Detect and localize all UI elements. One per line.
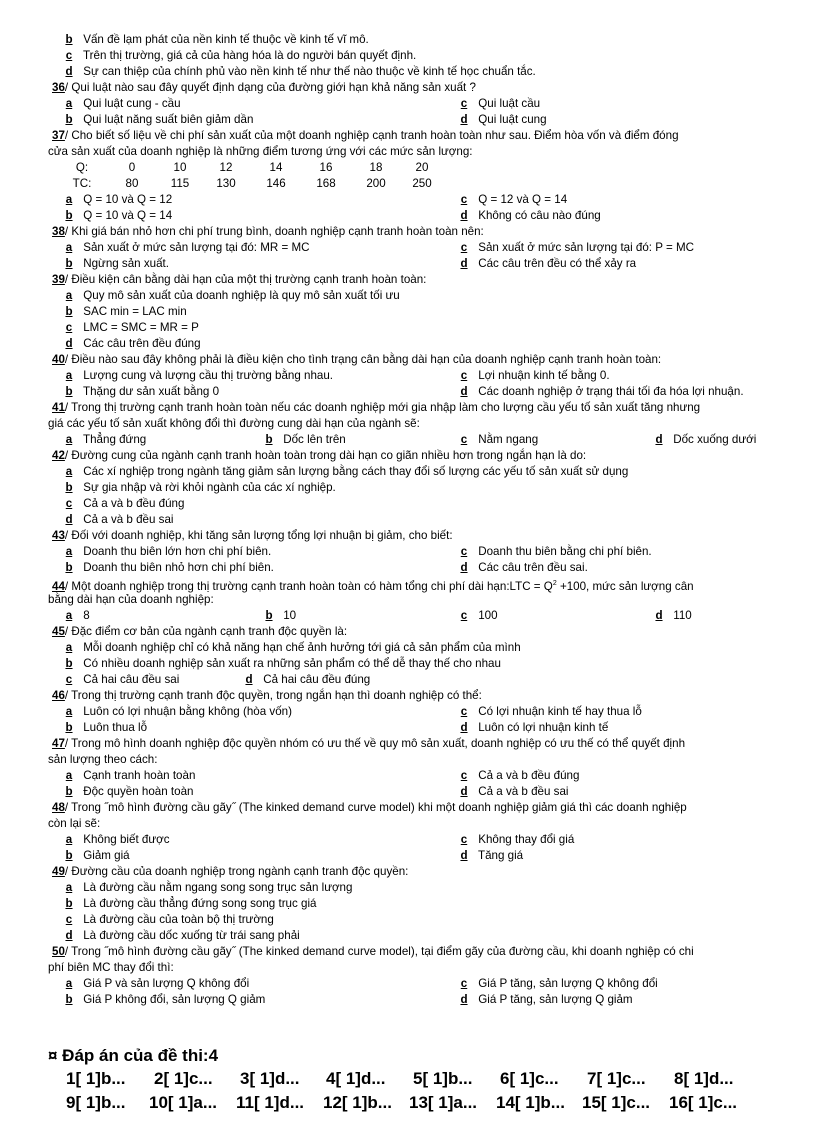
table-cell: 20: [415, 161, 429, 174]
table-cell: 130: [216, 177, 236, 190]
option-b: Là đường cầu thẳng đứng song song trục giá: [83, 897, 317, 910]
question-text: / Một doanh nghiệp trong thị trường cạnh tranh hoàn toàn có hàm tổng chi phí dài hạn:LTC = Q: [64, 579, 553, 593]
option-letter: c: [65, 913, 73, 926]
option-letter: d: [460, 257, 468, 270]
option-row: [48, 512, 788, 528]
option-d: Các câu trên đều đúng: [83, 337, 201, 350]
option-row: [48, 608, 788, 624]
option-letter: c: [460, 193, 468, 206]
question-number: 42: [52, 449, 65, 462]
table-label: TC:: [72, 177, 92, 190]
option-letter: b: [65, 257, 73, 270]
option-letter: b: [65, 33, 73, 46]
option-letter: a: [65, 769, 73, 782]
option-a: Mỗi doanh nghiệp chỉ có khả năng hạn chế ảnh hưởng tới giá cả sản phẩm của mình: [83, 641, 521, 654]
option-text: Trên thị trường, giá cả của hàng hóa là do người bán quyết định.: [83, 49, 417, 62]
option-row: [48, 640, 788, 656]
question-number: 43: [52, 529, 65, 542]
option-letter: d: [460, 849, 468, 862]
option-row: [48, 112, 788, 128]
question-number: 45: [52, 625, 65, 638]
option-a: Luôn có lợi nhuận bằng không (hòa vốn): [83, 705, 292, 718]
option-row: [48, 496, 788, 512]
option-letter: c: [460, 545, 468, 558]
option-letter: a: [65, 609, 73, 622]
question-text: / Cho biết số liệu về chi phí sản xuất của một doanh nghiệp cạnh tranh hoàn toàn như sau. Điểm hòa vốn và điểm đóng: [64, 129, 679, 142]
option-letter: d: [460, 721, 468, 734]
question-text: / Điều nào sau đây không phải là điều kiện cho tình trạng cân bằng dài hạn của doanh nghiệp cạnh tranh hoàn toàn:: [64, 353, 662, 366]
option-row: [48, 912, 788, 928]
option-text: Vấn đề lạm phát của nền kinh tế thuộc về kinh tế vĩ mô.: [83, 33, 369, 46]
option-b: Dốc lên trên: [283, 433, 346, 446]
option-a: Là đường cầu nằm ngang song song trục sản lượng: [83, 881, 353, 894]
option-a: Lượng cung và lượng cầu thị trường bằng nhau.: [83, 369, 334, 382]
answer-row-1: [48, 1067, 788, 1091]
option-letter: b: [65, 993, 73, 1006]
option-letter: a: [65, 705, 73, 718]
option-letter: b: [65, 385, 73, 398]
option-d: 110: [673, 609, 692, 622]
option-letter: c: [460, 369, 468, 382]
option-d: Không có câu nào đúng: [478, 209, 601, 222]
answer-row-2: [48, 1091, 788, 1115]
option-c: Qui luật cầu: [478, 97, 541, 110]
option-d: Luôn có lợi nhuận kinh tế: [478, 721, 609, 734]
question-number: 46: [52, 689, 65, 702]
option-c: Có lợi nhuận kinh tế hay thua lỗ: [478, 705, 642, 718]
answer-item: 8[ 1]d...: [674, 1069, 734, 1088]
question-43: [48, 528, 788, 544]
option-letter: b: [265, 433, 273, 446]
option-row: [48, 320, 788, 336]
option-row: [48, 720, 788, 736]
option-row: [48, 560, 788, 576]
option-letter: d: [65, 929, 73, 942]
question-40: [48, 352, 788, 368]
option-letter: c: [460, 977, 468, 990]
question-number: 47: [52, 737, 65, 750]
option-row: [48, 896, 788, 912]
question-36: [48, 80, 788, 96]
question-text: / Trong thị trường cạnh tranh hoàn toàn nếu các doanh nghiệp mới gia nhập làm cho lượng cầu yếu tố sản xuất tăng nhưng: [64, 401, 701, 414]
option-b: Doanh thu biên nhỏ hơn chi phí biên.: [83, 561, 274, 574]
option-letter: c: [460, 609, 468, 622]
superscript: 2: [552, 580, 557, 587]
option-letter: b: [65, 209, 73, 222]
option-b: Có nhiều doanh nghiệp sản xuất ra những sản phẩm có thể dễ thay thế cho nhau: [83, 657, 501, 670]
option-letter: b: [65, 113, 73, 126]
option-letter: c: [65, 49, 73, 62]
option-d: Các câu trên đều sai.: [478, 561, 588, 574]
option-letter: d: [460, 785, 468, 798]
answer-item: 3[ 1]d...: [240, 1069, 300, 1088]
table-cell: 18: [369, 161, 383, 174]
option-row: [48, 192, 788, 208]
option-letter: b: [265, 609, 273, 622]
option-c: Không thay đổi giá: [478, 833, 575, 846]
table-cell: 14: [269, 161, 283, 174]
option-letter: a: [65, 833, 73, 846]
question-text-continued: bằng dài hạn của doanh nghiệp:: [48, 593, 214, 606]
table-cell: 250: [412, 177, 432, 190]
table-cell: 168: [316, 177, 336, 190]
option-b: Qui luật năng suất biên giảm dần: [83, 113, 254, 126]
question-number: 49: [52, 865, 65, 878]
option-row: [48, 480, 788, 496]
option-a: Q = 10 và Q = 12: [83, 193, 173, 206]
answer-item: 13[ 1]a...: [409, 1093, 478, 1112]
question-50: [48, 944, 788, 960]
option-d: Cả a và b đều sai: [478, 785, 569, 798]
answer-item: 14[ 1]b...: [496, 1093, 565, 1112]
answer-key-title: ¤ Đáp án của đề thi:4: [48, 1046, 219, 1065]
question-text-continued: sản lượng theo cách:: [48, 753, 158, 766]
option-letter: a: [65, 881, 73, 894]
option-a: Thẳng đứng: [83, 433, 147, 446]
answer-item: 5[ 1]b...: [413, 1069, 473, 1088]
table-label: Q:: [75, 161, 89, 174]
option-b: Sự gia nhập và rời khỏi ngành của các xí nghiệp.: [83, 481, 336, 494]
option-row: [48, 336, 788, 352]
question-text: / Đặc điểm cơ bản của ngành cạnh tranh độc quyền là:: [64, 625, 348, 638]
table-cell: 80: [125, 177, 139, 190]
option-c: Giá P tăng, sản lượng Q không đổi: [478, 977, 658, 990]
option-letter: a: [65, 977, 73, 990]
option-row: [48, 880, 788, 896]
question-number: 40: [52, 353, 65, 366]
cost-table-tc-row: [48, 176, 788, 192]
question-text: / Đối với doanh nghiệp, khi tăng sản lượng tổng lợi nhuận bị giảm, cho biết:: [64, 529, 453, 542]
table-cell: 200: [366, 177, 386, 190]
option-letter: d: [460, 385, 468, 398]
table-cell: 0: [128, 161, 136, 174]
option-c: Sản xuất ở mức sản lượng tại đó: P = MC: [478, 241, 695, 254]
option-row: [48, 544, 788, 560]
answer-item: 10[ 1]a...: [149, 1093, 218, 1112]
option-letter: a: [65, 641, 73, 654]
answer-item: 6[ 1]c...: [500, 1069, 559, 1088]
option-row: [48, 672, 788, 688]
option-row: [48, 208, 788, 224]
answer-item: 2[ 1]c...: [154, 1069, 213, 1088]
question-text: / Trong ˝mô hình đường cầu gãy˝ (The kinked demand curve model) khi một doanh nghiệp giảm giá thì các doanh nghiệp: [64, 801, 687, 814]
option-row: [48, 256, 788, 272]
question-text: / Đường cung của ngành cạnh tranh hoàn toàn trong dài hạn co giãn nhiều hơn trong ngắn hạn là do:: [64, 449, 587, 462]
option-letter: b: [65, 785, 73, 798]
option-d: Cả a và b đều sai: [83, 513, 174, 526]
option-b: Giảm giá: [83, 849, 130, 862]
option-letter: b: [65, 561, 73, 574]
option-row: [48, 288, 788, 304]
option-c: Doanh thu biên bằng chi phí biên.: [478, 545, 652, 558]
option-text: Sự can thiệp của chính phủ vào nền kinh tế như thế nào thuộc về kinh tế học chuẩn tắc.: [83, 65, 536, 78]
option-letter: d: [460, 113, 468, 126]
option-row: [48, 832, 788, 848]
question-47: [48, 736, 788, 752]
question-44: [48, 576, 788, 592]
option-letter: b: [65, 305, 73, 318]
option-c: Cả a và b đều đúng: [478, 769, 580, 782]
option-a: 8: [83, 609, 90, 622]
answer-key: [48, 1045, 788, 1115]
option-letter: c: [460, 241, 468, 254]
option-c: 100: [478, 609, 498, 622]
option-row: [48, 928, 788, 944]
option-letter: c: [460, 97, 468, 110]
option-letter: b: [65, 721, 73, 734]
option-letter: a: [65, 465, 73, 478]
option-row: [48, 304, 788, 320]
option-b: Thặng dư sản xuất bằng 0: [83, 385, 220, 398]
question-text: / Trong ˝mô hình đường cầu gãy˝ (The kinked demand curve model), tại điểm gãy của đường cầu, khi doanh nghiệp có chi: [64, 945, 694, 958]
option-a: Quy mô sản xuất của doanh nghiệp là quy mô sản xuất tối ưu: [83, 289, 400, 302]
option-b: Q = 10 và Q = 14: [83, 209, 173, 222]
option-letter: d: [245, 673, 253, 686]
question-38: [48, 224, 788, 240]
question-text-after: +100, mức sản lượng cân: [556, 579, 694, 593]
answer-item: 1[ 1]b...: [66, 1069, 126, 1088]
option-row: [48, 32, 788, 48]
option-d: Dốc xuống dưới: [673, 433, 757, 446]
option-letter: c: [65, 497, 73, 510]
option-letter: d: [65, 513, 73, 526]
option-letter: c: [460, 769, 468, 782]
question-text: / Trong thị trường cạnh tranh độc quyền, trong ngắn hạn thì doanh nghiệp có thể:: [64, 689, 482, 702]
table-cell: 115: [170, 177, 190, 190]
answer-item: 9[ 1]b...: [66, 1093, 126, 1112]
option-d: Tăng giá: [478, 849, 524, 862]
option-b: Giá P không đổi, sản lượng Q giảm: [83, 993, 266, 1006]
option-letter: a: [65, 193, 73, 206]
question-text: / Khi giá bán nhỏ hơn chi phí trung bình, doanh nghiệp cạnh tranh hoàn toàn nên:: [64, 225, 484, 238]
option-letter: c: [65, 673, 73, 686]
answer-item: 12[ 1]b...: [323, 1093, 392, 1112]
option-letter: c: [65, 321, 73, 334]
question-text-continued: giá các yếu tố sản xuất không đổi thì đường cung dài hạn của ngành sẽ:: [48, 417, 420, 430]
option-letter: d: [460, 209, 468, 222]
option-row: [48, 704, 788, 720]
option-a: Không biết được: [83, 833, 170, 846]
question-number: 36: [52, 81, 65, 94]
option-a: Giá P và sản lượng Q không đổi: [83, 977, 250, 990]
question-text: / Trong mô hình doanh nghiệp độc quyền nhóm có ưu thế về quy mô sản xuất, doanh nghiệp có ưu thế có thể quyết định: [64, 737, 686, 750]
question-text: / Điều kiện cân bằng dài hạn của một thị trường cạnh tranh hoàn toàn:: [64, 273, 427, 286]
option-letter: b: [65, 849, 73, 862]
question-41: [48, 400, 788, 416]
option-b: 10: [283, 609, 297, 622]
option-a: Doanh thu biên lớn hơn chi phí biên.: [83, 545, 272, 558]
option-letter: d: [65, 337, 73, 350]
answer-item: 15[ 1]c...: [582, 1093, 651, 1112]
option-a: Các xí nghiệp trong ngành tăng giảm sản lượng bằng cách thay đổi số lượng các yếu tố sản xuất sử dụng: [83, 465, 629, 478]
option-letter: a: [65, 289, 73, 302]
question-text: / Đường cầu của doanh nghiệp trong ngành cạnh tranh độc quyền:: [64, 865, 409, 878]
option-letter: a: [65, 545, 73, 558]
option-d: Các doanh nghiệp ở trạng thái tối đa hóa lợi nhuận.: [478, 385, 744, 398]
question-number: 44: [52, 579, 65, 593]
question-39: [48, 272, 788, 288]
option-row: [48, 768, 788, 784]
option-letter: c: [460, 705, 468, 718]
option-row: [48, 64, 788, 80]
answer-item: 11[ 1]d...: [236, 1093, 305, 1112]
option-letter: a: [65, 369, 73, 382]
option-letter: b: [65, 897, 73, 910]
option-row: [48, 976, 788, 992]
option-b: SAC min = LAC min: [83, 305, 187, 318]
question-number: 41: [52, 401, 65, 414]
question-text: / Qui luật nào sau đây quyết định dạng của đường giới hạn khả năng sản xuất ?: [64, 81, 476, 94]
option-row: [48, 48, 788, 64]
option-letter: d: [460, 993, 468, 1006]
question-48: [48, 800, 788, 816]
question-45: [48, 624, 788, 640]
question-37: [48, 128, 788, 144]
question-number: 39: [52, 273, 65, 286]
option-b: Độc quyền hoàn toàn: [83, 785, 194, 798]
question-49: [48, 864, 788, 880]
question-text-continued: còn lại sẽ:: [48, 817, 101, 830]
option-d: Là đường cầu dốc xuống từ trái sang phải: [83, 929, 300, 942]
option-letter: d: [655, 433, 663, 446]
option-c: Cả hai câu đều sai: [83, 673, 180, 686]
option-d: Giá P tăng, sản lượng Q giảm: [478, 993, 633, 1006]
option-letter: b: [65, 481, 73, 494]
option-c: Nằm ngang: [478, 433, 539, 446]
option-row: [48, 464, 788, 480]
option-letter: a: [65, 97, 73, 110]
option-a: Sản xuất ở mức sản lượng tại đó: MR = MC: [83, 241, 310, 254]
table-cell: 16: [319, 161, 333, 174]
option-letter: a: [65, 241, 73, 254]
option-row: [48, 656, 788, 672]
option-row: [48, 432, 788, 448]
question-text-continued: phí biên MC thay đổi thì:: [48, 961, 174, 974]
option-letter: a: [65, 433, 73, 446]
option-row: [48, 240, 788, 256]
option-b: Ngừng sản xuất.: [83, 257, 169, 270]
question-number: 48: [52, 801, 65, 814]
question-number: 37: [52, 129, 65, 142]
option-letter: c: [460, 433, 468, 446]
option-c: Lợi nhuận kinh tế bằng 0.: [478, 369, 610, 382]
cost-table-q-row: [48, 160, 788, 176]
answer-item: 16[ 1]c...: [669, 1093, 738, 1112]
option-c: Cả a và b đều đúng: [83, 497, 185, 510]
answer-item: 4[ 1]d...: [326, 1069, 386, 1088]
question-text-continued: cửa sản xuất của doanh nghiệp là những điểm tương ứng với các mức sản lượng:: [48, 145, 473, 158]
option-row: [48, 784, 788, 800]
question-number: 38: [52, 225, 65, 238]
option-letter: c: [460, 833, 468, 846]
exam-document: [48, 32, 788, 1008]
option-d: Các câu trên đều có thể xảy ra: [478, 257, 637, 270]
option-letter: b: [65, 657, 73, 670]
option-row: [48, 384, 788, 400]
option-row: [48, 96, 788, 112]
table-cell: 146: [266, 177, 286, 190]
answer-item: 7[ 1]c...: [587, 1069, 646, 1088]
option-row: [48, 368, 788, 384]
option-a: Qui luật cung - cầu: [83, 97, 181, 110]
question-46: [48, 688, 788, 704]
option-letter: d: [460, 561, 468, 574]
option-row: [48, 992, 788, 1008]
option-c: Là đường cầu của toàn bộ thị trường: [83, 913, 274, 926]
option-letter: d: [655, 609, 663, 622]
table-cell: 10: [173, 161, 187, 174]
question-42: [48, 448, 788, 464]
table-cell: 12: [219, 161, 233, 174]
option-letter: d: [65, 65, 73, 78]
option-b: Luôn thua lỗ: [83, 721, 148, 734]
question-number: 50: [52, 945, 65, 958]
option-c: Q = 12 và Q = 14: [478, 193, 568, 206]
option-a: Cạnh tranh hoàn toàn: [83, 769, 196, 782]
option-d: Qui luật cung: [478, 113, 547, 126]
option-c: LMC = SMC = MR = P: [83, 321, 199, 334]
option-d: Cả hai câu đều đúng: [263, 673, 371, 686]
option-row: [48, 848, 788, 864]
